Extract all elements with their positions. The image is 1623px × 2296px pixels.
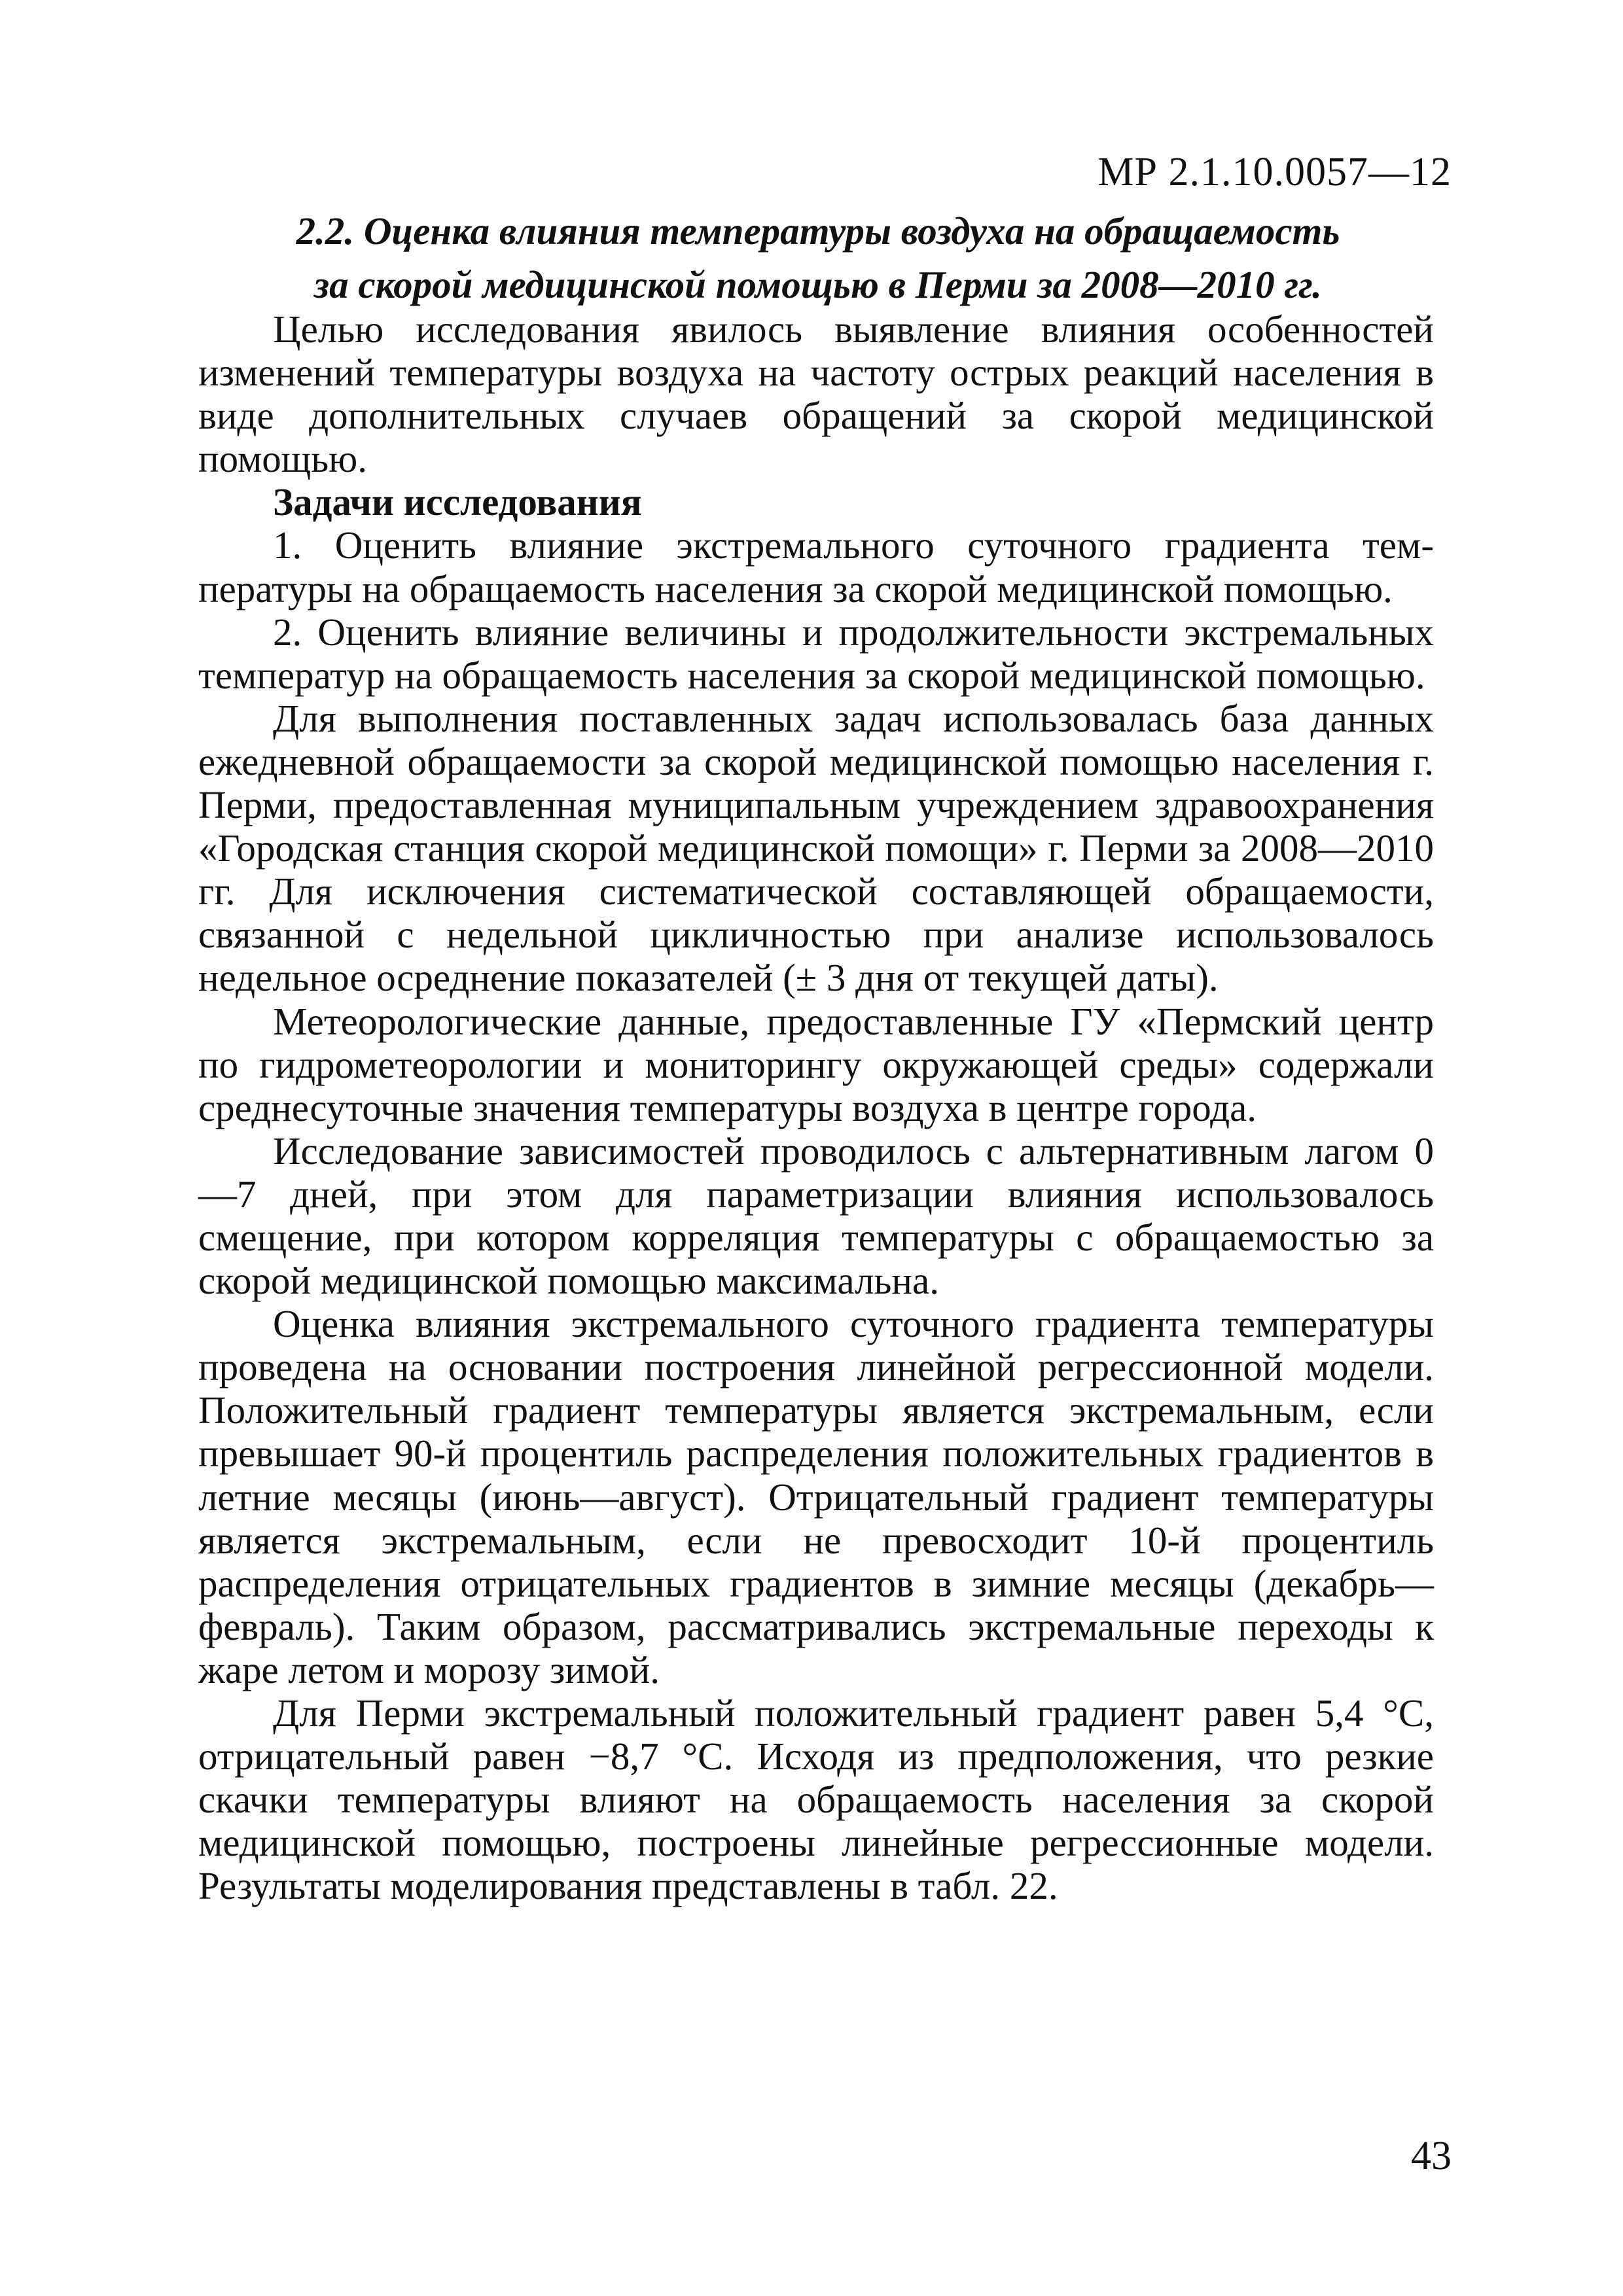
section-title-line-1: 2.2. Оценка влияния температуры воздуха на обращаемость (296, 209, 1340, 253)
task-2: 2. Оценить влияние величины и продолжительности экстремальных температур на обращаемость населения за скорой медицинской помощью. (198, 610, 1434, 697)
paragraph-goal: Целью исследования явилось выявление влияния особенностей изменений температуры воздуха на частоту острых реакций населения в виде дополнительных случаев обращений за скорой медицинской помощью. (198, 308, 1434, 481)
paragraph-lag: Исследование зависимостей проводилось с альтернативным лагом 0—7 дней, при этом для параметризации влияния использовалось смещение, при котором корреляция температуры с обращаемостью за скорой медицинской помощью максимальна. (198, 1129, 1434, 1303)
page-number: 43 (1411, 2134, 1452, 2178)
document-code: МР 2.1.10.0057—12 (1097, 150, 1452, 194)
paragraph-gradient: Оценка влияния экстремального суточного градиента температуры проведена на основании построения линейной регрессионной модели. Положительный градиент температуры является экстремальным, если превышает 90-й процентиль распределения положительных градиентов в летние месяцы (июнь—август). Отрицательный градиент температуры является экстремальным, если не превосходит 10-й процентиль распределения отрицательных градиентов в зимние месяцы (декабрь—февраль). Таким образом, рассматривались экстремальные переходы к жаре летом и морозу зимой. (198, 1302, 1434, 1691)
tasks-heading: Задачи исследования (273, 480, 642, 524)
body-text (198, 308, 1434, 1907)
section-title-line-2: за скорой медицинской помощью в Перми за 2008—2010 гг. (314, 263, 1322, 306)
task-1: 1. Оценить влияние экстремального суточного градиента температуры на обращаемость населения за скорой медицинской помощью. (198, 523, 1434, 610)
paragraph-results: Для Перми экстремальный положительный градиент равен 5,4 °С, отрицательный равен −8,7 °С. Исходя из предположения, что резкие скачки температуры влияют на обращаемость населения за скорой медицинской помощью, построены линейные регрессионные модели. Результаты моделирования представлены в табл. 22. (198, 1691, 1434, 1908)
paragraph-meteo-data: Метеорологические данные, предоставленные ГУ «Пермский центр по гидрометеорологии и мониторингу окружающей среды» содержали среднесуточные значения температуры воздуха в центре города. (198, 999, 1434, 1129)
section-title (196, 204, 1440, 311)
paragraph-data-source: Для выполнения поставленных задач использовалась база данных ежедневной обращаемости за скорой медицинской помощью населения г. Перми, предоставленная муниципальным учреждением здравоохранения «Городская станция скорой медицинской помощи» г. Перми за 2008—2010 гг. Для исключения систематической составляющей обращаемости, связанной с недельной цикличностью при анализе использовалось недельное осреднение показателей (± 3 дня от текущей даты). (198, 696, 1434, 1000)
